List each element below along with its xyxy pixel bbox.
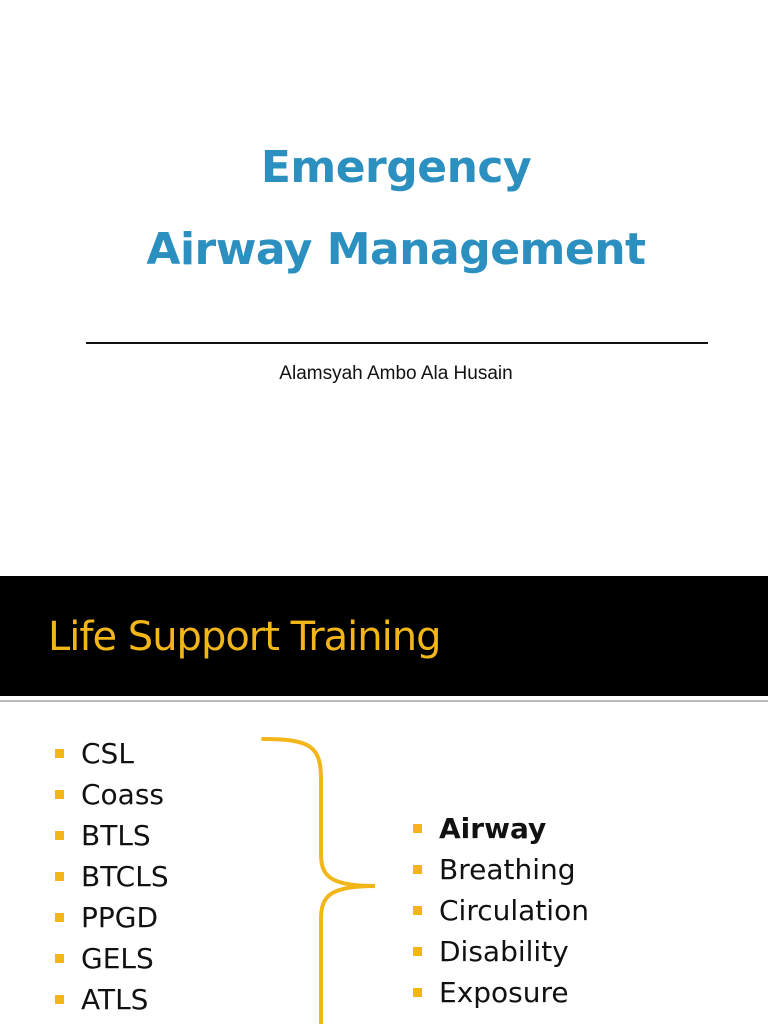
list-item-label: PPGD [81, 901, 159, 934]
square-bullet-icon [413, 865, 422, 874]
list-item-label: Breathing [439, 853, 576, 886]
square-bullet-icon [55, 872, 64, 881]
list-item-label: BTLS [81, 819, 151, 852]
list-item-label: GELS [81, 942, 154, 975]
list-item-label: Disability [439, 935, 569, 968]
author-name: Alamsyah Ambo Ala Husain [279, 363, 513, 384]
list-item-label: Circulation [439, 894, 589, 927]
slide-header-band [0, 576, 768, 696]
list-item-label: BTCLS [81, 860, 169, 893]
life-support-slide [0, 576, 768, 1024]
list-item-label: Coass [81, 778, 165, 811]
slide-title-line-1: Emergency [260, 142, 532, 193]
curly-brace-icon [255, 734, 395, 1024]
square-bullet-icon [413, 988, 422, 997]
square-bullet-icon [55, 831, 64, 840]
square-bullet-icon [55, 995, 64, 1004]
list-item-label: CSL [81, 737, 134, 770]
square-bullet-icon [55, 913, 64, 922]
square-bullet-icon [413, 906, 422, 915]
square-bullet-icon [55, 749, 64, 758]
list-item-label: ATLS [81, 983, 149, 1016]
header-rule [0, 700, 768, 702]
square-bullet-icon [55, 790, 64, 799]
list-item-label: Airway [439, 812, 547, 845]
title-divider [86, 342, 708, 344]
square-bullet-icon [413, 824, 422, 833]
list-item-label: Exposure [439, 976, 569, 1009]
slide-header-title: Life Support Training [48, 614, 441, 660]
slide-title-line-2: Airway Management [146, 224, 646, 275]
square-bullet-icon [413, 947, 422, 956]
square-bullet-icon [55, 954, 64, 963]
